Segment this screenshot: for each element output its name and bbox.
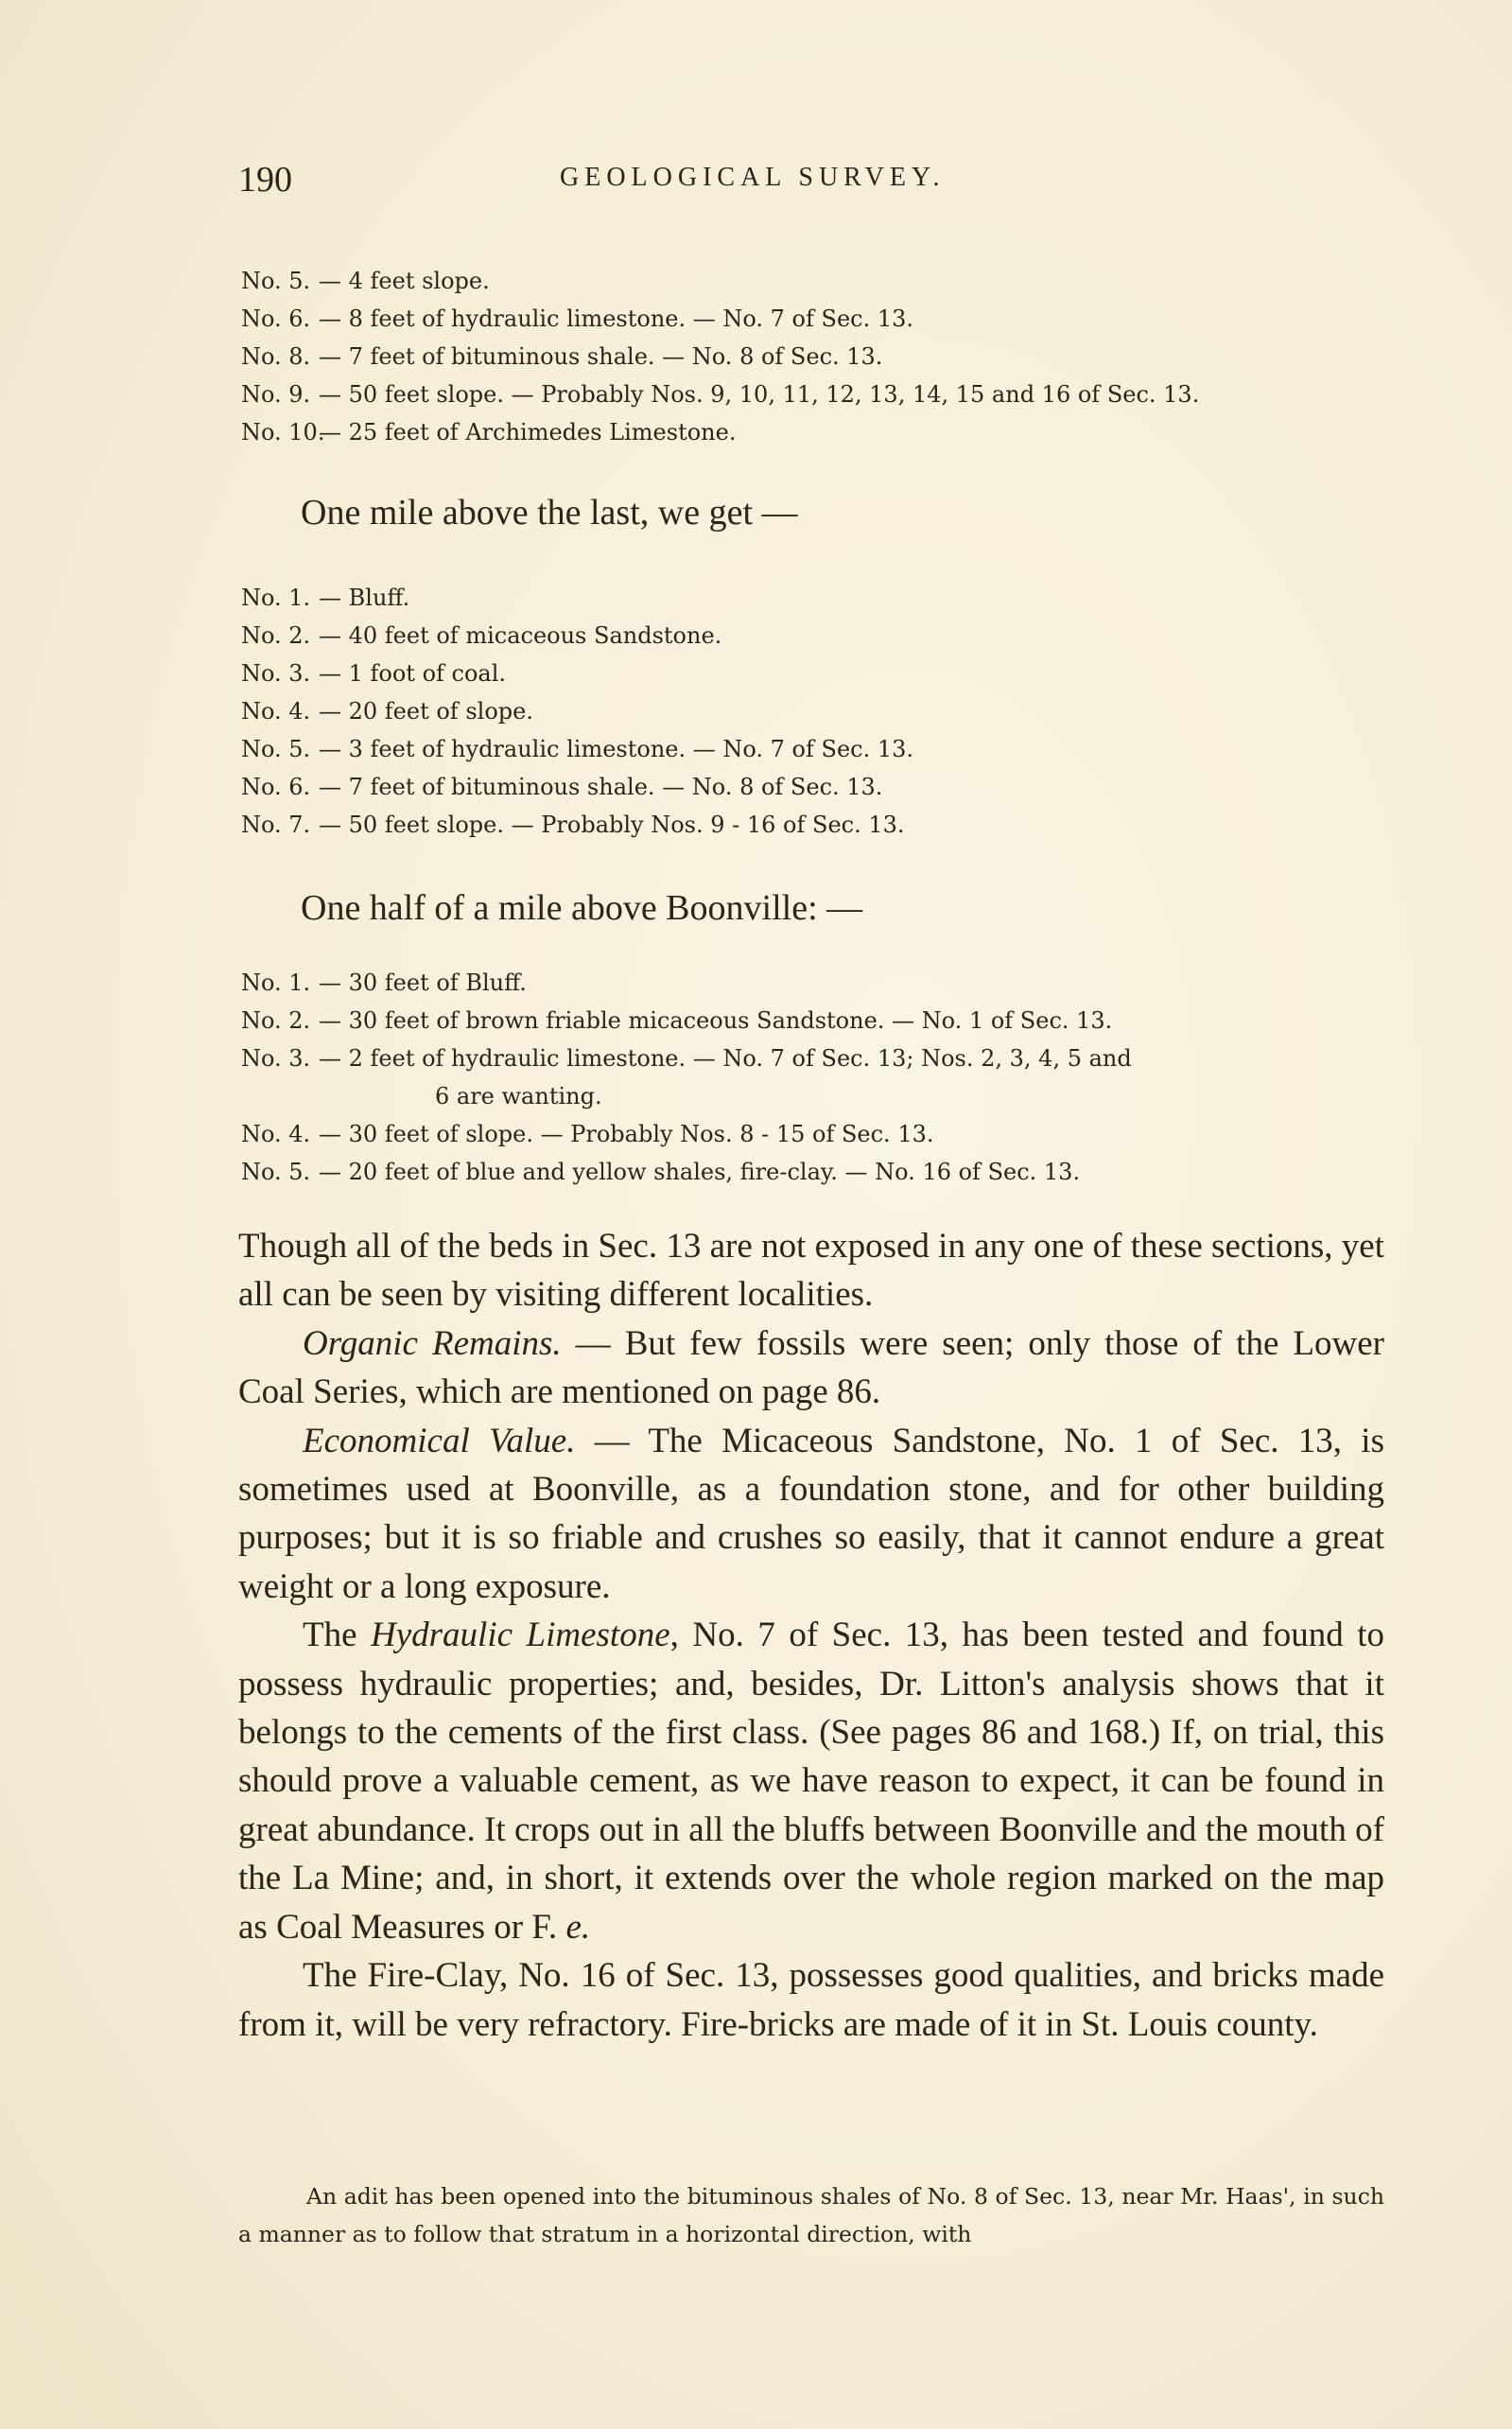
section-list-2 <box>241 579 1395 844</box>
section-intro-1: One mile above the last, we get — <box>301 493 798 533</box>
item-number: No. 6. <box>241 306 311 332</box>
item-description: — 7 feet of bituminous shale. — No. 8 of Sec. 13. <box>319 774 883 800</box>
section-intro-2: One half of a mile above Boonville: — <box>301 888 863 928</box>
paragraph-text: — The Micaceous Sandstone, No. 1 of Sec. 13, is sometimes used at Boonville, as a foundation stone, and for other building purposes; but it is so friable and crushes so easily, that it cannot endure a great weight or a long exposure. <box>238 1421 1384 1606</box>
list-item <box>241 730 1395 768</box>
list-item <box>241 338 1395 376</box>
paragraph: The Fire-Clay, No. 16 of Sec. 13, possesses good qualities, and bricks made from it, will be very refractory. Fire-bricks are made of it in St. Louis county. <box>238 1956 1384 2044</box>
paragraph <box>238 1319 1384 1417</box>
item-description: — 20 feet of slope. <box>319 698 533 725</box>
paragraph <box>238 1611 1384 1951</box>
footnote-text: An adit has been opened into the bituminous shales of No. 8 of Sec. 13, near Mr. Haas', in such a manner as to follow that stratum in a horizontal direction, with <box>238 2183 1384 2247</box>
footnote <box>238 2177 1384 2253</box>
running-title: GEOLOGICAL SURVEY. <box>560 163 946 192</box>
item-continuation: 6 are wanting. <box>435 1083 602 1110</box>
item-description: — 25 feet of Archimedes Limestone. <box>319 419 737 446</box>
list-item <box>241 1115 1395 1153</box>
item-description: — 40 feet of micaceous Sandstone. <box>319 622 722 649</box>
item-description: — 3 feet of hydraulic limestone. — No. 7 of Sec. 13. <box>319 736 914 762</box>
list-item <box>241 579 1395 617</box>
item-number: No. 1. <box>241 970 311 996</box>
item-number: No. 6. <box>241 774 311 800</box>
paragraph-text: — But few fossils were seen; only those of the Lower Coal Series, which are mentioned on page 86. <box>238 1323 1384 1412</box>
item-description: — 20 feet of blue and yellow shales, fire-clay. — No. 16 of Sec. 13. <box>319 1159 1081 1185</box>
item-number: No. 4. <box>241 1121 311 1147</box>
item-number: No. 8. <box>241 343 311 370</box>
body-text <box>238 1222 1384 2049</box>
item-description: — 30 feet of Bluff. <box>319 970 527 996</box>
item-description: — Bluff. <box>319 585 410 611</box>
item-description: — 50 feet slope. — Probably Nos. 9, 10, 11, 12, 13, 14, 15 and 16 of Sec. 13. <box>319 381 1200 408</box>
list-item <box>241 964 1395 1002</box>
list-item <box>241 768 1395 806</box>
list-item <box>241 806 1395 844</box>
list-item <box>241 413 1395 451</box>
item-number: No. 5. <box>241 268 311 294</box>
item-description: — 30 feet of slope. — Probably Nos. 8 - 15 of Sec. 13. <box>319 1121 934 1147</box>
item-number: No. 3. <box>241 1045 311 1072</box>
paragraph <box>238 1417 1384 1612</box>
list-item <box>241 1040 1395 1077</box>
item-number: No. 9. <box>241 381 311 408</box>
item-number: No. 1. <box>241 585 311 611</box>
item-number: No. 3. <box>241 660 311 687</box>
list-item <box>241 1153 1395 1191</box>
list-item <box>241 655 1395 692</box>
item-description: — 2 feet of hydraulic limestone. — No. 7 of Sec. 13; Nos. 2, 3, 4, 5 and <box>319 1045 1132 1072</box>
paragraph-emphasis: e. <box>565 1907 591 1947</box>
section-list-3 <box>241 964 1395 1191</box>
item-description: — 30 feet of brown friable micaceous Sandstone. — No. 1 of Sec. 13. <box>319 1007 1113 1034</box>
list-item <box>241 300 1395 338</box>
list-item <box>241 692 1395 730</box>
item-number: No. 4. <box>241 698 311 725</box>
paragraph: Though all of the beds in Sec. 13 are not exposed in any one of these sections, yet all can be seen by visiting different localities. <box>238 1227 1384 1315</box>
paragraph-text: The <box>303 1616 372 1655</box>
paragraph-heading: Organic Remains. <box>303 1323 562 1363</box>
item-description: — 8 feet of hydraulic limestone. — No. 7 of Sec. 13. <box>319 306 914 332</box>
item-description: — 4 feet slope. <box>319 268 490 294</box>
list-item <box>241 1002 1395 1040</box>
list-item <box>241 262 1395 300</box>
list-item <box>241 617 1395 655</box>
item-number: No. 2. <box>241 622 311 649</box>
paragraph-text: , No. 7 of Sec. 13, has been tested and found to possess hydraulic properties; and, besides, Dr. Litton's analysis shows that it belongs to the cements of the first class. (See pages 86 and 168.) If, on trial, this should prove a valuable cement, as we have reason to expect, it can be found in great abundance. It crops out in all the bluffs between Boonville and the mouth of the La Mine; and, in short, it extends over the whole region marked on the map as Coal Measures or F. <box>238 1616 1384 1947</box>
section-list-1 <box>241 262 1395 451</box>
item-description: — 7 feet of bituminous shale. — No. 8 of Sec. 13. <box>319 343 883 370</box>
item-number: No. 7. <box>241 812 311 838</box>
item-description: — 50 feet slope. — Probably Nos. 9 - 16 of Sec. 13. <box>319 812 905 838</box>
paragraph-heading: Economical Value. <box>303 1421 576 1460</box>
item-number: No. 5. <box>241 736 311 762</box>
paragraph-emphasis: Hydraulic Limestone <box>371 1616 670 1655</box>
item-number: No. 5. <box>241 1159 311 1185</box>
item-description: — 1 foot of coal. <box>319 660 507 687</box>
page-header <box>238 159 1051 206</box>
item-number: No. 10. <box>241 419 325 446</box>
list-item <box>241 376 1395 413</box>
page-number: 190 <box>238 160 292 200</box>
item-number: No. 2. <box>241 1007 311 1034</box>
